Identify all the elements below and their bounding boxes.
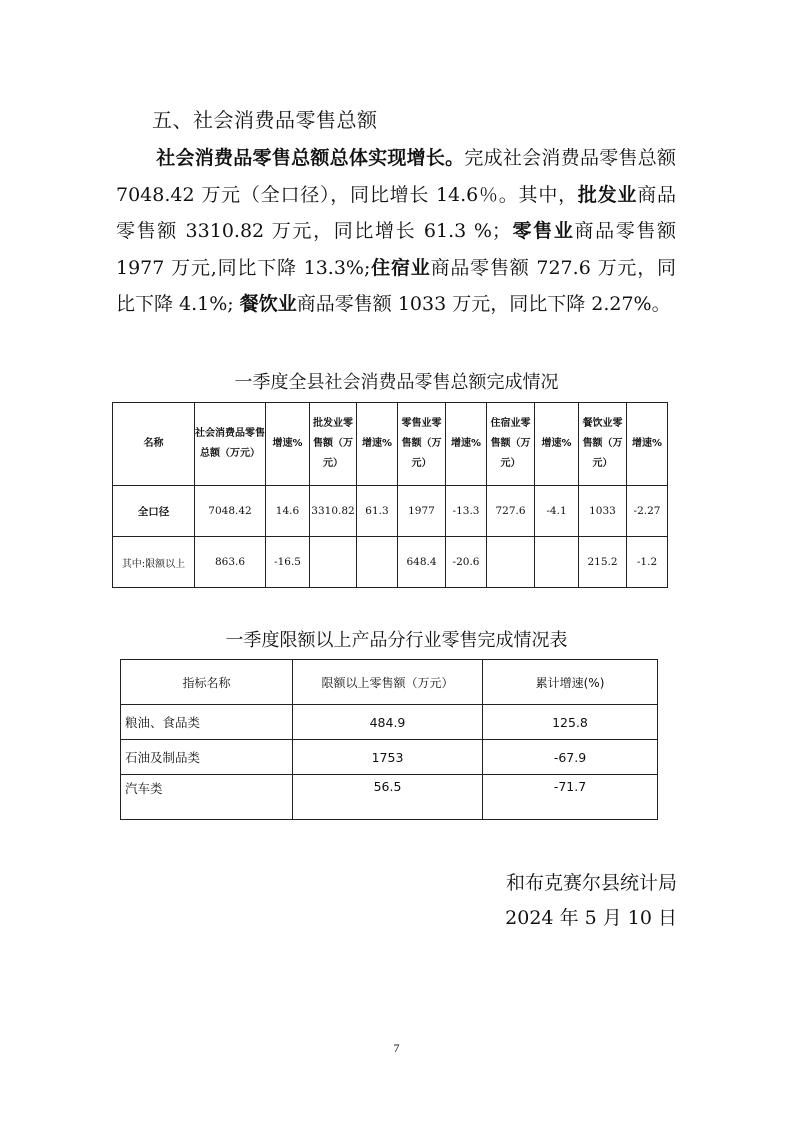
table-cell [535,537,579,588]
table-cell: 1977 [398,486,446,537]
bold-accommodation: 住宿业 [370,256,431,279]
table1-header: 名称 [113,403,195,486]
paragraph-text-1: 完成社会消费品零售总额 7048.42 万元（全口径），同比增长 14.6％。其中， [116,147,676,206]
table-cell: 14.6 [266,486,310,537]
table-row [121,740,658,775]
page-number: 7 [393,1041,400,1055]
table-cell: 61.3 [357,486,398,537]
table1-header: 增速% [627,403,668,486]
table-cell: 727.6 [487,486,535,537]
table-cell: 3310.82 [310,486,357,537]
paragraph-text-4: 商品零售额 727.6 万元，同比下降 4.1%; [116,256,676,315]
paragraph-text-3: 商品零售额 1977 万元,同比下降 13.3%; [116,220,676,279]
paragraph-text-2: 商品零售额 3310.82 万元，同比增长 61.3 %； [116,183,676,242]
row-label: 粮油、食品类 [121,705,293,740]
table-cell: 56.5 [293,775,483,820]
table-cell: 484.9 [293,705,483,740]
row-label: 全口径 [113,486,195,537]
table2-header-row [121,660,658,705]
table-cell: 863.6 [195,537,266,588]
table1-title: 一季度全县社会消费品零售总额完成情况 [234,372,559,393]
table2-header: 指标名称 [121,660,293,705]
table-cell: 648.4 [398,537,446,588]
table-cell: -2.27 [627,486,668,537]
table-cell: -20.6 [446,537,487,588]
table-cell: -1.2 [627,537,668,588]
row-label: 其中:限额以上 [113,537,195,588]
table-cell: 7048.42 [195,486,266,537]
table1-header: 增速% [357,403,398,486]
retail-sales-table [112,402,668,588]
table-cell [310,537,357,588]
table-cell: 1753 [293,740,483,775]
table1-header: 住宿业零售额（万元） [487,403,535,486]
bold-wholesale: 批发业 [577,183,638,206]
table1-header: 增速% [535,403,579,486]
paragraph-text-5: 商品零售额 1033 万元，同比下降 2.27%。 [296,293,671,315]
table-row [113,537,668,588]
row-label: 汽车类 [121,775,293,820]
section-heading: 五、社会消费品零售总额 [152,108,378,132]
table2-header: 限额以上零售额（万元） [293,660,483,705]
table-row [113,486,668,537]
table-cell: -67.9 [483,740,658,775]
issuer-name: 和布克赛尔县统计局 [505,872,677,894]
table-cell: -71.7 [483,775,658,820]
table1-header: 零售业零售额（万元） [398,403,446,486]
table1-header: 批发业零售额（万元） [310,403,357,486]
table-row [121,775,658,820]
table2-header: 累计增速(%) [483,660,658,705]
table-cell: -13.3 [446,486,487,537]
table1-header: 餐饮业零售额（万元） [579,403,627,486]
table1-header: 增速% [446,403,487,486]
issue-date: 2024 年 5 月 10 日 [505,907,677,929]
table1-header: 社会消费品零售总额（万元） [195,403,266,486]
table1-header-row [113,403,668,486]
bold-retail: 零售业 [510,220,575,242]
table-row [121,705,658,740]
table2-title: 一季度限额以上产品分行业零售完成情况表 [225,630,568,651]
table-cell: -16.5 [266,537,310,588]
table-cell [357,537,398,588]
table-cell: 125.8 [483,705,658,740]
table-cell: 215.2 [579,537,627,588]
row-label: 石油及制品类 [121,740,293,775]
summary-paragraph [116,140,676,323]
table-cell [487,537,535,588]
table1-header: 增速% [266,403,310,486]
table-cell: 1033 [579,486,627,537]
table-cell: -4.1 [535,486,579,537]
lead-sentence: 社会消费品零售总额总体实现增长。 [156,147,465,169]
industry-retail-table [120,659,658,820]
bold-catering: 餐饮业 [239,293,297,315]
